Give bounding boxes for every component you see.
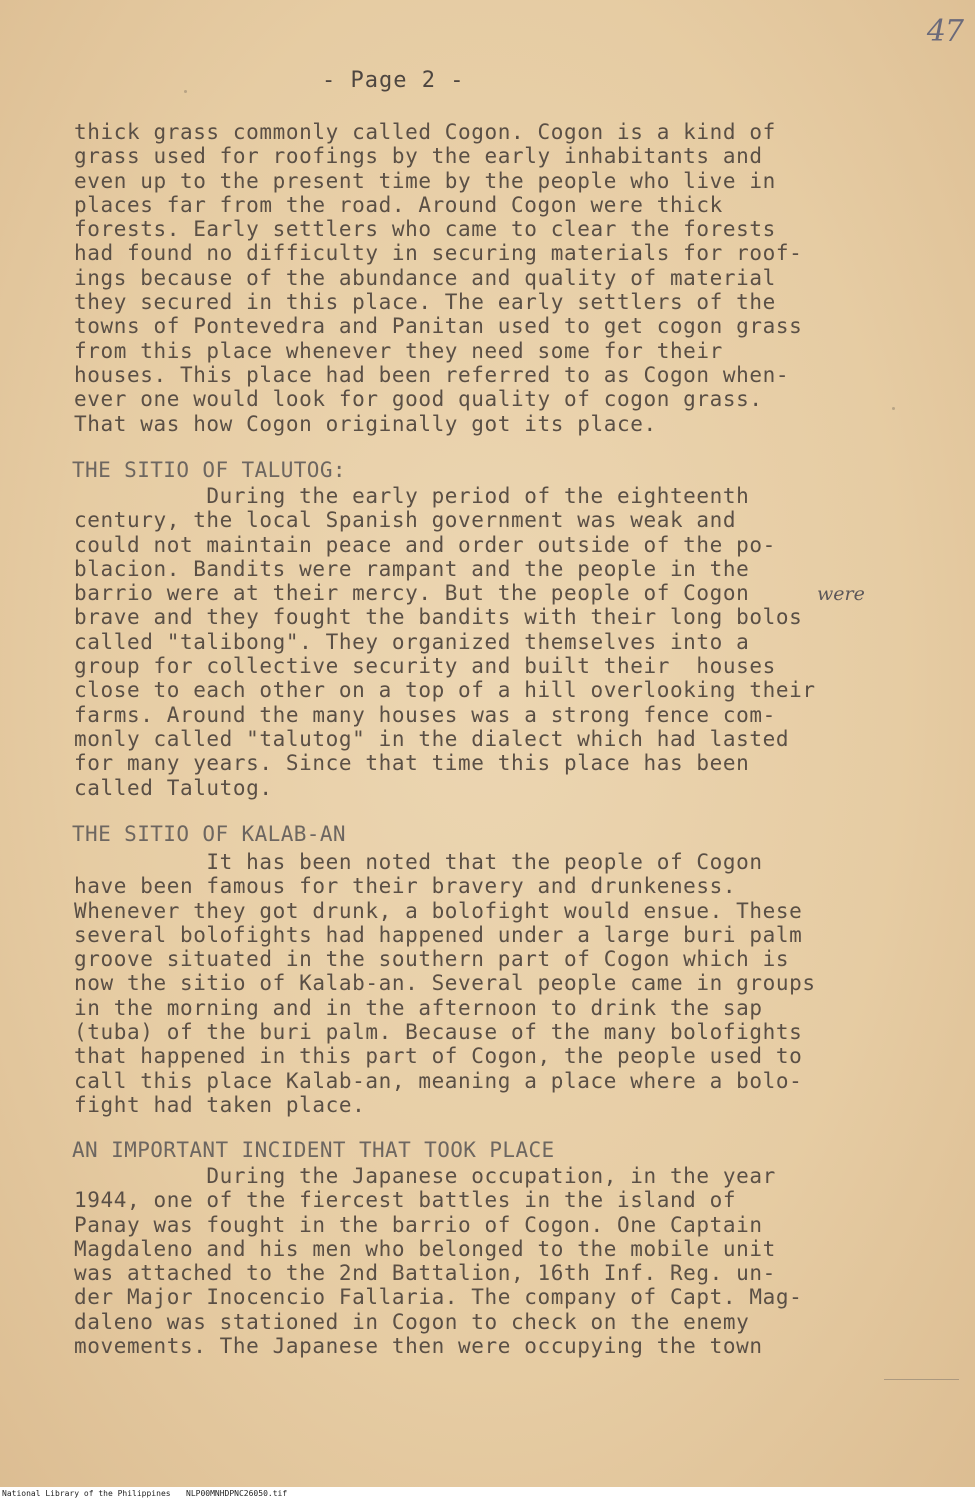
heading-sitio-kalaban: THE SITIO OF KALAB-AN [72, 822, 346, 846]
handwritten-insert: were [817, 583, 865, 605]
footer-filename: NLP00MNHDPNC26050.tif [186, 1489, 288, 1498]
heading-sitio-talutog: THE SITIO OF TALUTOG: [72, 458, 346, 482]
paragraph-cogon-origin: thick grass commonly called Cogon. Cogon is a kind of grass used for roofings by the early inhabitants and even up to the present time by the people who live in places far from the road. Around Cogon were thick forests. Early settlers who came to clear the forests had found no difficulty in securing materials for roof- ings because of the abundance and quality of material they secured in this place. The early settlers of the towns of Pontevedra and Panitan used to get cogon grass from this place whenever they need some for their houses. This place had been referred to as Cogon when- ever one would look for good quality of cogon grass. That was how Cogon originally got its place. [74, 120, 803, 436]
folio-number: 47 [926, 14, 963, 49]
paragraph-talutog: During the early period of the eighteenth century, the local Spanish government was weak and could not maintain peace and order outside of the po- blacion. Bandits were rampant and the people in the barrio were at their mercy. But the people of Cogon brave and they fought the bandits with their long bolos called "talibong". They organized themselves into a group for collective security and built their houses close to each other on a top of a hill overlooking their farms. Around the many houses was a strong fence com- monly called "talutog" in the dialect which had lasted for many years. Since that time this place has been called Talutog. [74, 484, 816, 800]
page-header: - Page 2 - [322, 68, 465, 93]
paper-speck [184, 90, 187, 93]
paper-speck [892, 407, 895, 410]
paragraph-kalaban: It has been noted that the people of Cogon have been famous for their bravery and drunkeness. Whenever they got drunk, a bolofight would ensue. These several bolofights had happened under a large buri palm groove situated in the southern part of Cogon which is now the sitio of Kalab-an. Several people came in groups in the morning and in the afternoon to drink the sap (tuba) of the buri palm. Because of the many bolofights that happened in this part of Cogon, the people used to call this place Kalab-an, meaning a place where a bolo- fight had taken place. [74, 850, 816, 1117]
footer-library: National Library of the Philippines [2, 1489, 171, 1498]
heading-important-incident: AN IMPORTANT INCIDENT THAT TOOK PLACE [72, 1138, 555, 1162]
paragraph-incident: During the Japanese occupation, in the year 1944, one of the fiercest battles in the island of Panay was fought in the barrio of Cogon. One Captain Magdaleno and his men who belonged to the mobile unit was attached to the 2nd Battalion, 16th Inf. Reg. un- der Major Inocencio Fallaria. The company of Capt. Mag- daleno was stationed in Cogon to check on the enemy movements. The Japanese then were occupying the town [74, 1164, 803, 1359]
scan-footer [0, 1487, 975, 1500]
margin-pencil-line [884, 1379, 959, 1380]
